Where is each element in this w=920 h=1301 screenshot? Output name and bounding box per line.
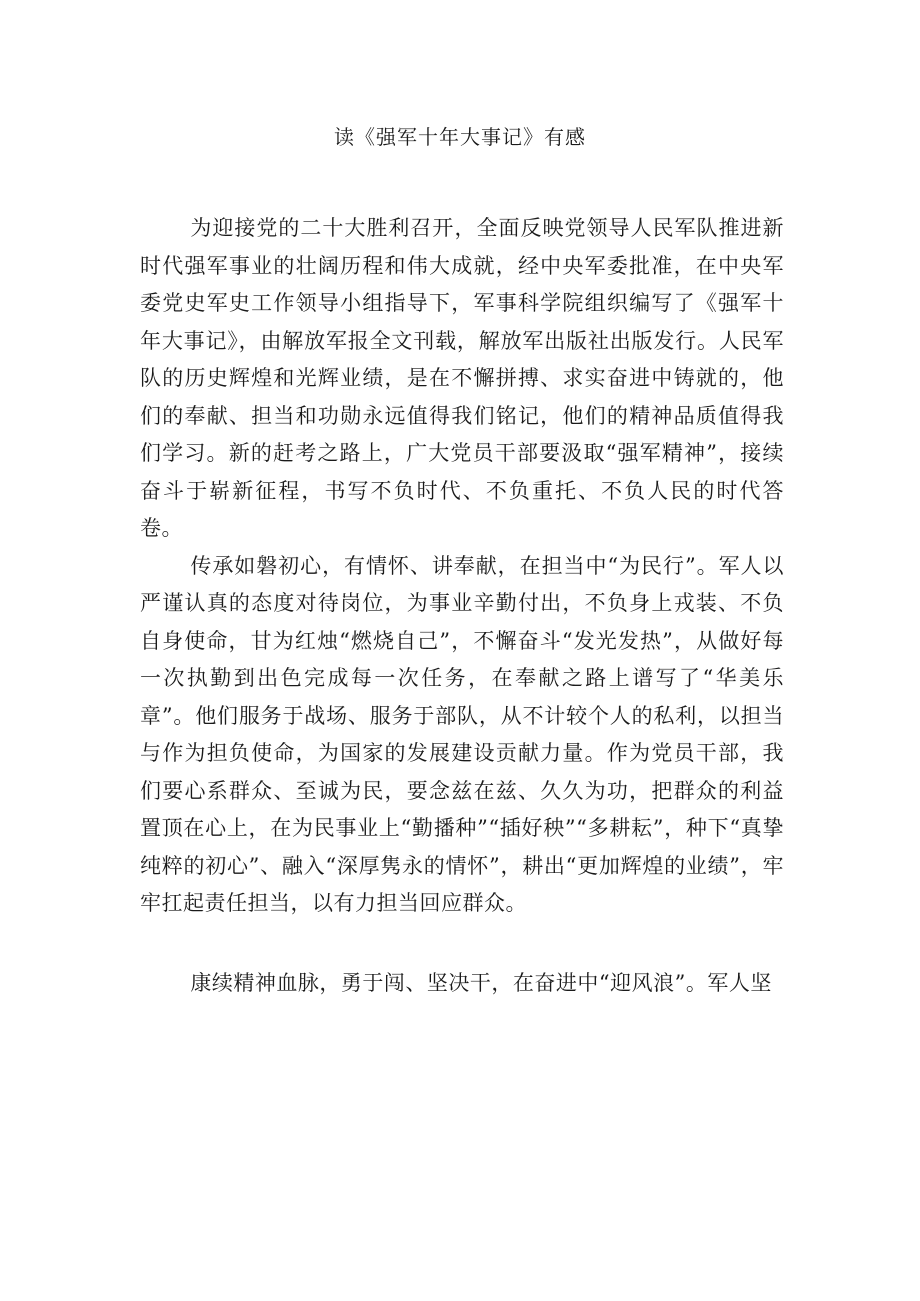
paragraph-2: 传承如磐初心，有情怀、讲奉献，在担当中“为民行”。军人以严谨认真的态度对待岗位，为事业辛勤付出，不负身上戎装、不负自身使命，甘为红烛“燃烧自己”，不懈奋斗“发光发热”，从做好每一次执勤到出色完成每一次任务，在奉献之路上谱写了“华美乐章”。他们服务于战场、服务于部队，从不计较个人的私利，以担当与作为担负使命，为国家的发展建设贡献力量。作为党员干部，我们要心系群众、至诚为民，要念兹在兹、久久为功，把群众的利益置顶在心上，在为民事业上“勤播种”“插好秧”“多耕耘”，种下“真挚纯粹的初心”、融入“深厚隽永的情怀”，耕出“更加辉煌的业绩”，牢牢扛起责任担当，以有力担当回应群众。 <box>140 553 784 915</box>
document-title: 读《强军十年大事记》有感 <box>334 125 586 149</box>
document-body <box>140 210 784 1002</box>
paragraph-3: 康续精神血脉，勇于闯、坚决干，在奋进中“迎风浪”。军人坚 <box>190 970 772 995</box>
paragraph-1: 为迎接党的二十大胜利召开，全面反映党领导人民军队推进新时代强军事业的壮阔历程和伟大成就，经中央军委批准，在中央军委党史军史工作领导小组指导下，军事科学院组织编写了《强军十年大事记》，由解放军报全文刊载，解放军出版社出版发行。人民军队的历史辉煌和光辉业绩，是在不懈拼搏、求实奋进中铸就的，他们的奉献、担当和功勋永远值得我们铭记，他们的精神品质值得我们学习。新的赶考之路上，广大党员干部要汲取“强军精神”，接续奋斗于崭新征程，书写不负时代、不负重托、不负人民的时代答卷。 <box>140 216 784 540</box>
